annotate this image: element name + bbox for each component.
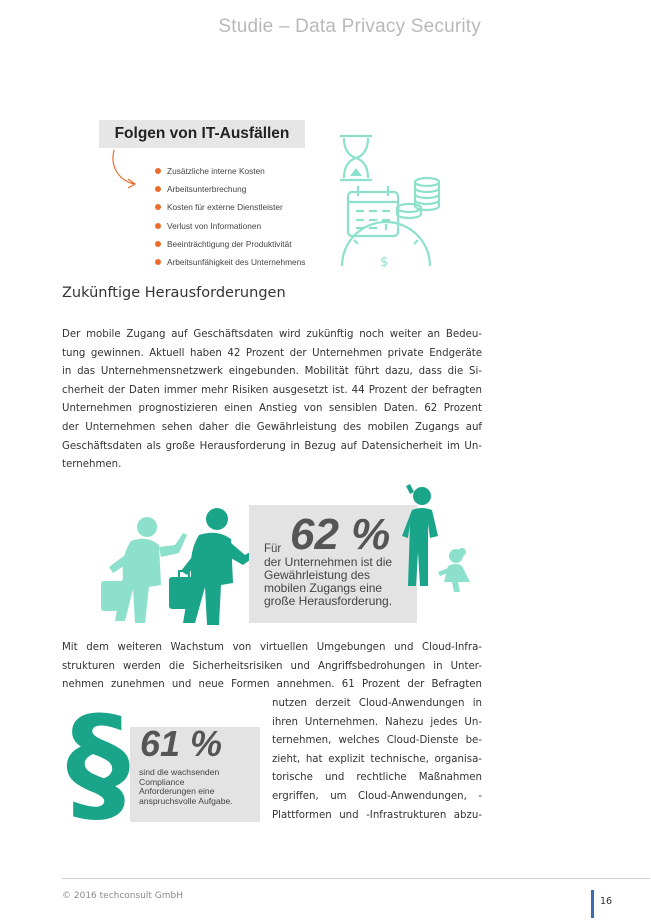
text-line: Plattformen und -Infrastrukturen abzu- — [272, 809, 482, 821]
bullet-dot-icon — [155, 223, 161, 229]
paragraph-cloud-usage — [272, 695, 482, 825]
text-line: Mit dem weiteren Wachstum von virtuellen Umgebungen und Cloud-Infra- — [62, 642, 482, 653]
text-line: nehmen zunehmen und neue Formen annehmen. 61 Prozent der Befragten — [62, 679, 482, 691]
bullet-dot-icon — [155, 186, 161, 192]
text-line: zieht, hat explizit technische, organisa- — [272, 753, 482, 765]
page-number-bar — [591, 890, 594, 918]
svg-text:§: § — [66, 700, 130, 825]
list-item: Zusätzliche interne Kosten — [155, 162, 305, 180]
text-line: tung gewinnen. Aktuell haben 42 Prozent der Unternehmen private Endgeräte — [62, 347, 482, 359]
stat-61-value: 61 % — [140, 723, 223, 764]
woman-with-phone-and-child-illustration — [398, 482, 473, 594]
paragraph-sign-icon — [58, 700, 138, 825]
svg-text:$: $ — [380, 255, 389, 268]
stat-61-caption: sind die wachsenden Compliance Anforderungen eine anspruchsvolle Aufgabe. — [139, 767, 233, 806]
text-line: Unternehmen prognostizieren einen Anstieg von sensiblen Daten. 62 Prozent — [62, 403, 482, 415]
stat-62-caption: der Unternehmen ist die Gewährleistung des mobilen Zugangs eine große Herausforderung. — [264, 555, 393, 608]
bullet-dot-icon — [155, 168, 161, 174]
paragraph-mobile-access — [62, 326, 482, 475]
text-line: Der mobile Zugang auf Geschäftsdaten wird zukünftig noch weiter an Bedeu- — [62, 329, 482, 340]
running-header-title: Studie – Data Privacy Security — [218, 16, 481, 37]
child-icon — [438, 548, 470, 592]
text-line: torische und rechtliche Maßnahmen — [272, 772, 482, 784]
bullet-dot-icon — [155, 241, 161, 247]
text-line: in das Unternehmensnetzwerk eingebunden. Mobilität führt dazu, dass die Si- — [62, 366, 482, 378]
woman-phone-icon — [402, 484, 438, 586]
hourglass-icon — [340, 136, 372, 180]
calendar-icon — [348, 186, 398, 236]
text-line: Geschäftsdaten als große Herausforderung in Bezug auf Datensicherheit im Un- — [62, 440, 482, 452]
text-line: nutzen derzeit Cloud-Anwendungen in — [272, 698, 482, 709]
text-line: ihren Unternehmen. Nahezu jedes Un- — [272, 716, 482, 728]
list-item: Arbeitsunfähigkeit des Unternehmens — [155, 253, 305, 271]
curved-arrow-icon — [108, 148, 142, 190]
text-line: der Unternehmen sehen daher die Gewährleistung des mobilen Zugangs auf — [62, 421, 482, 433]
it-failures-title: Folgen von IT-Ausfällen — [99, 120, 305, 148]
page-number: 16 — [600, 896, 613, 907]
cost-time-illustration — [330, 128, 455, 268]
bullet-dot-icon — [155, 204, 161, 210]
list-item: Verlust von Informationen — [155, 217, 305, 235]
footer-copyright: © 2016 techconsult GmbH — [62, 891, 184, 901]
stat-62-prefix: Für — [264, 543, 282, 555]
text-line: strukturen werden die Sicherheitsrisiken und Angriffsbedrohungen in Unter- — [62, 660, 482, 672]
stat-62-value: 62 % — [290, 510, 391, 559]
clock-dollar-icon — [342, 222, 430, 268]
text-line: ergriffen, um Cloud-Anwendungen, - — [272, 790, 482, 802]
list-item: Arbeitsunterbrechung — [155, 180, 305, 198]
text-line: cherheit der Daten immer mehr Risiken ausgesetzt ist. 44 Prozent der befragten — [62, 384, 482, 396]
footer-divider — [62, 878, 650, 879]
text-line: ternehmen. — [62, 459, 122, 471]
section-heading: Zukünftige Herausforderungen — [62, 285, 286, 301]
walking-business-people-illustration — [95, 505, 255, 635]
coin-stack-icon — [397, 178, 439, 218]
list-item: Beeinträchtigung der Produktivität — [155, 235, 305, 253]
walking-person-dark-icon — [169, 508, 255, 625]
list-item: Kosten für externe Dienstleister — [155, 198, 305, 216]
it-failures-list — [155, 162, 305, 271]
bullet-dot-icon — [155, 259, 161, 265]
text-line: ternehmen, welches Cloud-Dienste be- — [272, 735, 482, 747]
paragraph-cloud-growth — [62, 639, 482, 695]
